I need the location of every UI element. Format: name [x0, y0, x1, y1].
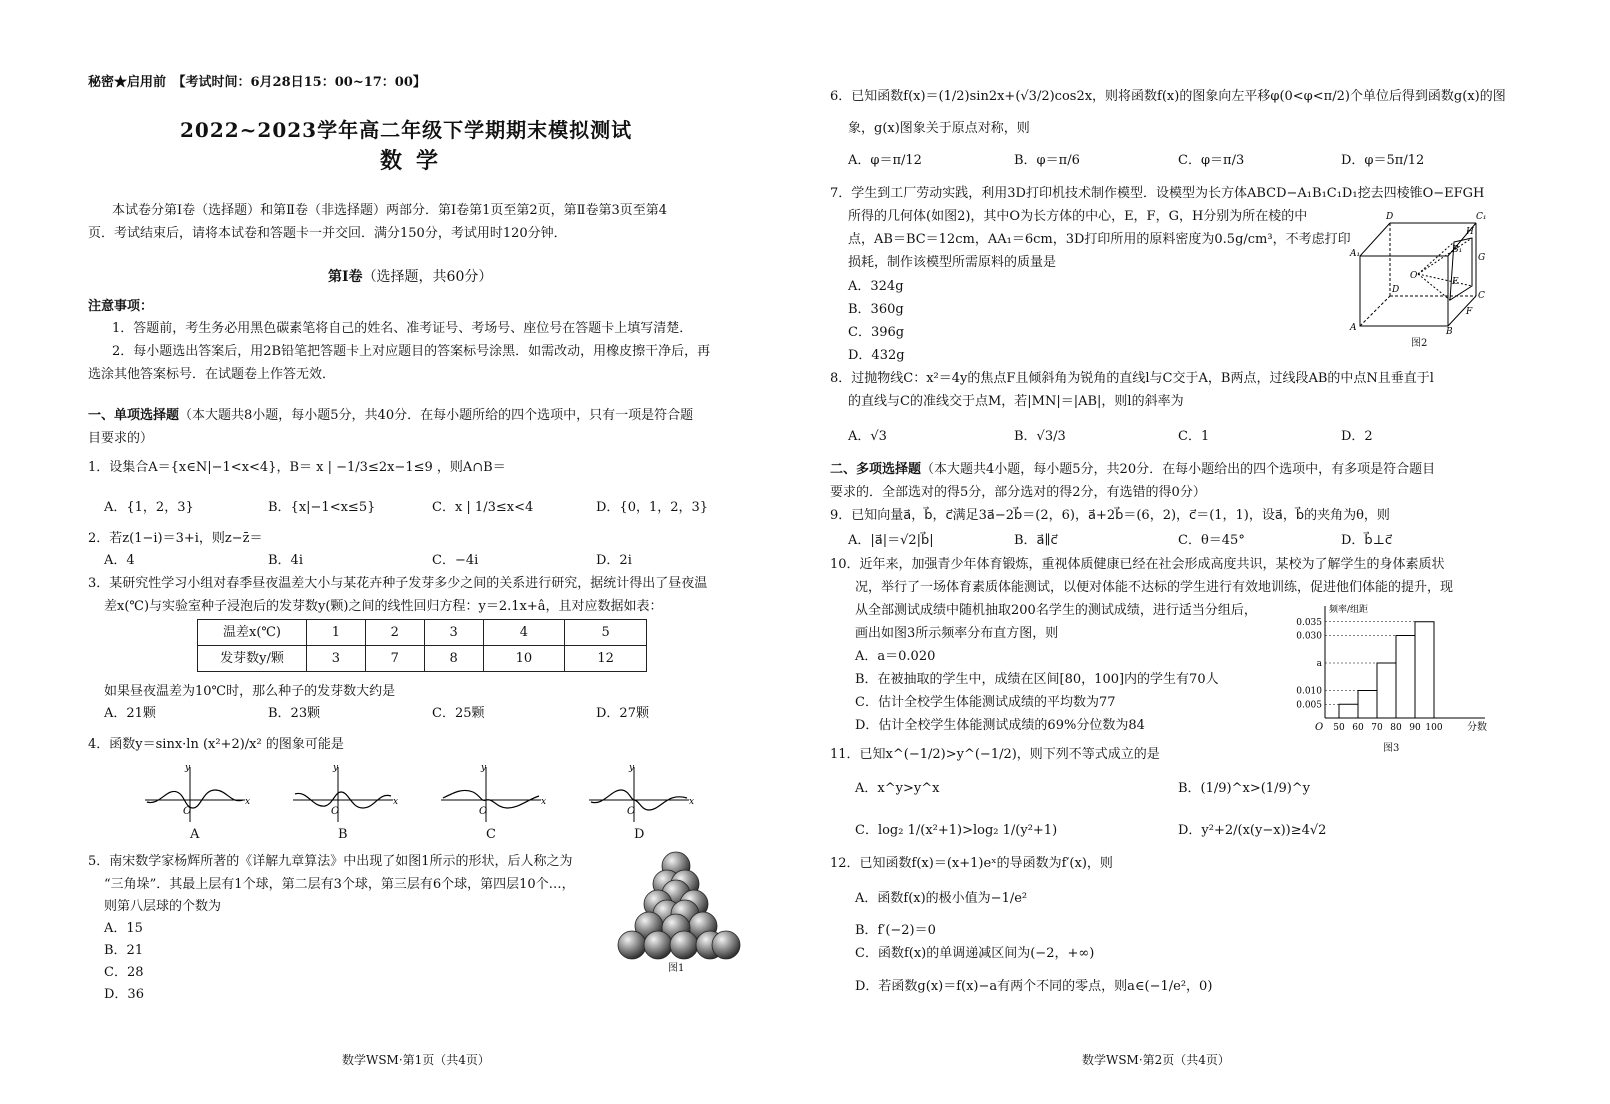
q11-option-c[interactable]: C．log₂ 1/(x²+1)>log₂ 1/(y²+1) — [855, 823, 1058, 838]
table-cell: 4 — [483, 620, 565, 646]
table-cell: 2 — [365, 620, 424, 646]
q1-option-c[interactable]: C．x | 1/3≤x<4 — [432, 500, 534, 515]
question-11: 11．已知x^(−1/2)>y^(−1/2)，则下列不等式成立的是 — [830, 747, 1160, 762]
svg-text:H: H — [1466, 227, 1474, 237]
subject-title: 数学 — [380, 148, 453, 174]
question-9: 9．已知向量a⃗，b⃗，c⃗满足3a⃗−2b⃗＝(2，6)，a⃗+2b⃗＝(6，2)，c⃗＝(1，1)，设a⃗，b⃗的夹角为θ，则 — [830, 508, 1390, 523]
q9-option-b[interactable]: B．a⃗∥c⃗ — [1014, 533, 1058, 548]
q1-option-d[interactable]: D．{0，1，2，3} — [596, 500, 709, 515]
y-tick-label: 0.005 — [1296, 700, 1322, 711]
note-2-line-1: 2．每小题选出答案后，用2B铅笔把答题卡上对应题目的答案标号涂黑．如需改动，用橡皮擦干净后，再 — [112, 344, 711, 359]
y-tick-label: 0.030 — [1296, 631, 1322, 642]
q5-option-d[interactable]: D．36 — [104, 987, 144, 1002]
intro-line-1: 本试卷分第Ⅰ卷（选择题）和第Ⅱ卷（非选择题）两部分．第Ⅰ卷第1页至第2页，第Ⅱ卷第3页至第4 — [112, 203, 668, 218]
y-tick-label: 0.010 — [1296, 686, 1322, 697]
origin-label: O — [1315, 722, 1324, 733]
question-7-line-2: 所得的几何体(如图2)，其中O为长方体的中心，E，F，G，H分别为所在棱的中 — [848, 209, 1308, 224]
notes-title: 注意事项： — [88, 299, 154, 314]
q12-option-b[interactable]: B．f′(−2)＝0 — [855, 923, 936, 938]
svg-text:E: E — [1452, 277, 1459, 287]
x-tick-label: 100 — [1425, 723, 1443, 733]
q10-option-b[interactable]: B．在被抽取的学生中，成绩在区间[80，100]内的学生有70人 — [855, 672, 1219, 687]
q9-option-a[interactable]: A．|a⃗|＝√2|b⃗| — [848, 533, 934, 548]
q8-option-d[interactable]: D．2 — [1341, 429, 1373, 444]
q4-label-b[interactable]: B — [338, 827, 348, 842]
page-1 — [0, 0, 800, 1104]
svg-text:D: D — [1386, 212, 1394, 222]
question-6-line-2: 象，g(x)图象关于原点对称，则 — [848, 121, 1030, 136]
part1-title: 第Ⅰ卷 — [328, 269, 363, 285]
q9-option-d[interactable]: D．b⃗⊥c⃗ — [1341, 533, 1393, 548]
table-header-cell: 温差x(℃) — [198, 620, 307, 646]
svg-text:x: x — [393, 797, 399, 807]
q6-option-a[interactable]: A．φ＝π/12 — [848, 153, 922, 168]
svg-text:O: O — [183, 806, 192, 817]
question-8-line-2: 的直线与C的准线交于点M，若|MN|＝|AB|，则l的斜率为 — [848, 394, 1184, 409]
question-5-line-2: “三角垛”．其最上层有1个球，第二层有3个球，第三层有6个球，第四层10个…， — [104, 877, 575, 892]
q7-option-a[interactable]: A．324g — [848, 279, 904, 294]
histogram-bar — [1339, 704, 1358, 718]
note-1: 1．答题前，考生务必用黑色碳素笔将自己的姓名、准考证号、考场号、座位号在答题卡上填写清楚． — [112, 321, 693, 336]
q6-option-b[interactable]: B．φ＝π/6 — [1014, 153, 1080, 168]
table-cell: 1 — [307, 620, 366, 646]
question-3-line-2: 差x(℃)与实验室种子浸泡后的发芽数y(颗)之间的线性回归方程：y＝2.1x+â，且对应数据如表： — [104, 599, 663, 614]
section2-heading — [830, 461, 1435, 479]
confidential-header: 秘密★启用前 【考试时间：6月28日15：00~17：00】 — [88, 75, 426, 90]
question-10-line-1: 10．近年来，加强青少年体育锻炼，重视体质健康已经在社会形成高度共识，某校为了解学生的身体素质状 — [830, 557, 1445, 572]
q6-option-d[interactable]: D．φ＝5π/12 — [1341, 153, 1425, 168]
part1-sub: （选择题，共60分） — [362, 269, 493, 285]
question-7-line-1: 7．学生到工厂劳动实践，利用3D打印机技术制作模型．设模型为长方体ABCD−A₁B₁C₁D₁挖去四棱锥O−EFGH — [830, 186, 1485, 201]
fig1-caption: 图1 — [668, 963, 685, 974]
table-header-cell: 发芽数y/颗 — [198, 646, 307, 672]
q5-option-b[interactable]: B．21 — [104, 943, 144, 958]
section1-desc-2: 目要求的） — [88, 431, 154, 446]
svg-text:x: x — [689, 797, 695, 807]
question-5-line-3: 则第八层球的个数为 — [104, 899, 222, 914]
q3-option-d[interactable]: D．27颗 — [596, 706, 649, 721]
q7-option-c[interactable]: C．396g — [848, 325, 905, 340]
svg-text:O: O — [479, 806, 488, 817]
section2-title: 二、多项选择题 — [830, 462, 922, 477]
x-tick-label: 70 — [1371, 723, 1383, 733]
fig1-ball-pile — [612, 848, 742, 963]
question-2: 2．若z(1−i)＝3+i，则z−z̄＝ — [88, 531, 263, 546]
svg-text:A: A — [1350, 323, 1357, 333]
x-axis-label: 分数 — [1467, 722, 1487, 733]
svg-text:x: x — [541, 797, 547, 807]
question-1: 1．设集合A＝{x∈N|−1<x<4}，B＝ x | −1/3≤2x−1≤9 ，则A∩B＝ — [88, 460, 506, 475]
table-row — [198, 620, 647, 646]
question-12: 12．已知函数f(x)＝(x+1)eˣ的导函数为f′(x)，则 — [830, 856, 1113, 871]
svg-text:F: F — [1466, 307, 1473, 317]
q11-option-a[interactable]: A．x^y>y^x — [855, 781, 940, 796]
q3-option-c[interactable]: C．25颗 — [432, 706, 485, 721]
q4-graph-a — [145, 763, 250, 822]
table-cell: 7 — [365, 646, 424, 672]
table-cell: 10 — [483, 646, 565, 672]
q11-option-d[interactable]: D．y²+2/(x(y−x))≥4√2 — [1178, 823, 1327, 838]
q7-option-d[interactable]: D．432g — [848, 348, 905, 363]
x-tick-label: 50 — [1333, 723, 1345, 733]
question-4: 4．函数y＝sinx·ln (x²+2)/x² 的图象可能是 — [88, 737, 344, 752]
q2-option-b[interactable]: B．4i — [268, 553, 303, 568]
q10-option-a[interactable]: A．a＝0.020 — [855, 649, 936, 664]
svg-text:O: O — [1410, 271, 1418, 281]
svg-text:B₁: B₁ — [1452, 245, 1463, 255]
q4-graphs — [140, 762, 695, 842]
fig3-caption: 图3 — [1383, 743, 1400, 754]
table-cell: 5 — [565, 620, 647, 646]
part1-heading — [328, 268, 492, 287]
svg-text:y: y — [481, 763, 487, 773]
svg-text:y: y — [629, 763, 635, 773]
table-cell: 3 — [307, 646, 366, 672]
page-2 — [800, 0, 1610, 1104]
q2-option-a[interactable]: A．4 — [104, 553, 135, 568]
table-row — [198, 646, 647, 672]
x-tick-label: 60 — [1352, 723, 1364, 733]
q3-option-b[interactable]: B．23颗 — [268, 706, 321, 721]
histogram-bar — [1377, 663, 1396, 718]
table-cell: 3 — [424, 620, 483, 646]
page-1-footer: 数学WSM·第1页（共4页） — [342, 1053, 490, 1067]
section1-title: 一、单项选择题 — [88, 408, 180, 423]
q11-option-b[interactable]: B．(1/9)^x>(1/9)^y — [1178, 781, 1311, 796]
q4-label-d[interactable]: D — [634, 827, 645, 842]
q4-label-c[interactable]: C — [486, 827, 496, 842]
question-10-line-2: 况，举行了一场体育素质体能测试，以便对体能不达标的学生进行有效地训练，促进他们体能的提升，现 — [855, 580, 1454, 595]
q4-label-a[interactable]: A — [190, 827, 200, 842]
q3-data-table — [197, 619, 647, 672]
histogram-bar — [1396, 636, 1415, 719]
q4-graph-d — [589, 763, 694, 822]
section1-heading — [88, 407, 693, 425]
svg-text:O: O — [331, 806, 340, 817]
question-10-line-4: 画出如图3所示频率分布直方图，则 — [855, 626, 1059, 641]
q3-option-a[interactable]: A．21颗 — [104, 706, 156, 721]
svg-text:G: G — [1478, 253, 1486, 263]
svg-text:B: B — [1446, 327, 1453, 337]
q5-option-c[interactable]: C．28 — [104, 965, 144, 980]
svg-text:D: D — [1392, 285, 1400, 295]
q8-option-c[interactable]: C．1 — [1178, 429, 1210, 444]
fig3-histogram — [1285, 598, 1490, 743]
svg-text:x: x — [245, 797, 251, 807]
question-10-line-3: 从全部测试成绩中随机抽取200名学生的测试成绩，进行适当分组后， — [855, 603, 1257, 618]
q8-option-a[interactable]: A．√3 — [848, 429, 887, 444]
q9-option-c[interactable]: C．θ＝45° — [1178, 533, 1245, 548]
question-6-line-1: 6．已知函数f(x)＝(1/2)sin2x+(√3/2)cos2x，则将函数f(x)的图象向左平移φ(0<φ<π/2)个单位后得到函数g(x)的图 — [830, 89, 1506, 104]
x-tick-label: 90 — [1409, 723, 1421, 733]
histogram-bar — [1415, 622, 1434, 718]
q12-option-c[interactable]: C．函数f(x)的单调递减区间为(−2，+∞) — [855, 946, 1095, 961]
question-7-line-3: 点，AB＝BC＝12cm，AA₁＝6cm，3D打印所用的原料密度为0.5g/cm³，不考虑打印 — [848, 232, 1351, 247]
svg-text:A₁: A₁ — [1350, 249, 1361, 259]
q1-option-a[interactable]: A．{1，2，3} — [104, 500, 194, 515]
y-axis-label: 频率/组距 — [1329, 605, 1369, 615]
q4-graph-c — [441, 763, 546, 822]
question-7-line-4: 损耗，制作该模型所需原料的质量是 — [848, 255, 1057, 270]
section2-desc-1: （本大题共4小题，每小题5分，共20分．在每小题给出的四个选项中，有多项是符合题目 — [921, 462, 1436, 477]
svg-text:C: C — [1478, 291, 1485, 301]
q4-graph-b — [293, 763, 398, 822]
question-3-line-1: 3．某研究性学习小组对春季昼夜温差大小与某花卉种子发芽多少之间的关系进行研究，据统计得出了昼夜温 — [88, 576, 708, 591]
q2-option-d[interactable]: D．2i — [596, 553, 632, 568]
q5-option-a[interactable]: A．15 — [104, 921, 143, 936]
y-tick-label: 0.035 — [1296, 617, 1322, 628]
note-2-line-2: 选涂其他答案标号．在试题卷上作答无效． — [88, 367, 336, 382]
q12-option-d[interactable]: D．若函数g(x)＝f(x)−a有两个不同的零点，则a∈(−1/e²，0) — [855, 979, 1213, 994]
y-tick-label: a — [1316, 659, 1322, 669]
svg-text:O: O — [627, 806, 636, 817]
section2-desc-2: 要求的．全部选对的得5分，部分选对的得2分，有选错的得0分） — [830, 485, 1206, 500]
question-8-line-1: 8．过抛物线C：x²＝4y的焦点F且倾斜角为锐角的直线l与C交于A，B两点，过线段AB的中点N且垂直于l — [830, 371, 1434, 386]
x-tick-label: 80 — [1390, 723, 1402, 733]
section1-desc-1: （本大题共8小题，每小题5分，共40分．在每小题所给的四个选项中，只有一项是符合题 — [179, 408, 694, 423]
question-3-line-3: 如果昼夜温差为10℃时，那么种子的发芽数大约是 — [104, 684, 396, 699]
intro-line-2: 页．考试结束后，请将本试卷和答题卡一并交回．满分150分，考试用时120分钟． — [88, 226, 567, 241]
svg-text:C₁: C₁ — [1476, 212, 1487, 222]
svg-text:y: y — [333, 763, 339, 773]
page-2-footer: 数学WSM·第2页（共4页） — [1082, 1053, 1230, 1067]
q10-option-d[interactable]: D．估计全校学生体能测试成绩的69%分位数为84 — [855, 718, 1145, 733]
q2-option-c[interactable]: C．−4i — [432, 553, 479, 568]
histogram-bar — [1358, 691, 1377, 719]
exam-title: 2022~2023学年高二年级下学期期末模拟测试 — [180, 118, 633, 142]
table-cell: 8 — [424, 646, 483, 672]
q10-option-c[interactable]: C．估计全校学生体能测试成绩的平均数为77 — [855, 695, 1116, 710]
q6-option-c[interactable]: C．φ＝π/3 — [1178, 153, 1245, 168]
table-cell: 12 — [565, 646, 647, 672]
q8-option-b[interactable]: B．√3/3 — [1014, 429, 1066, 444]
fig2-cuboid — [1350, 208, 1490, 338]
q12-option-a[interactable]: A．函数f(x)的极小值为−1/e² — [855, 891, 1028, 906]
q1-option-b[interactable]: B．{x|−1<x≤5} — [268, 500, 376, 515]
fig2-caption: 图2 — [1411, 338, 1428, 349]
question-5-line-1: 5．南宋数学家杨辉所著的《详解九章算法》中出现了如图1所示的形状，后人称之为 — [88, 854, 573, 869]
svg-text:y: y — [185, 763, 191, 773]
q7-option-b[interactable]: B．360g — [848, 302, 904, 317]
